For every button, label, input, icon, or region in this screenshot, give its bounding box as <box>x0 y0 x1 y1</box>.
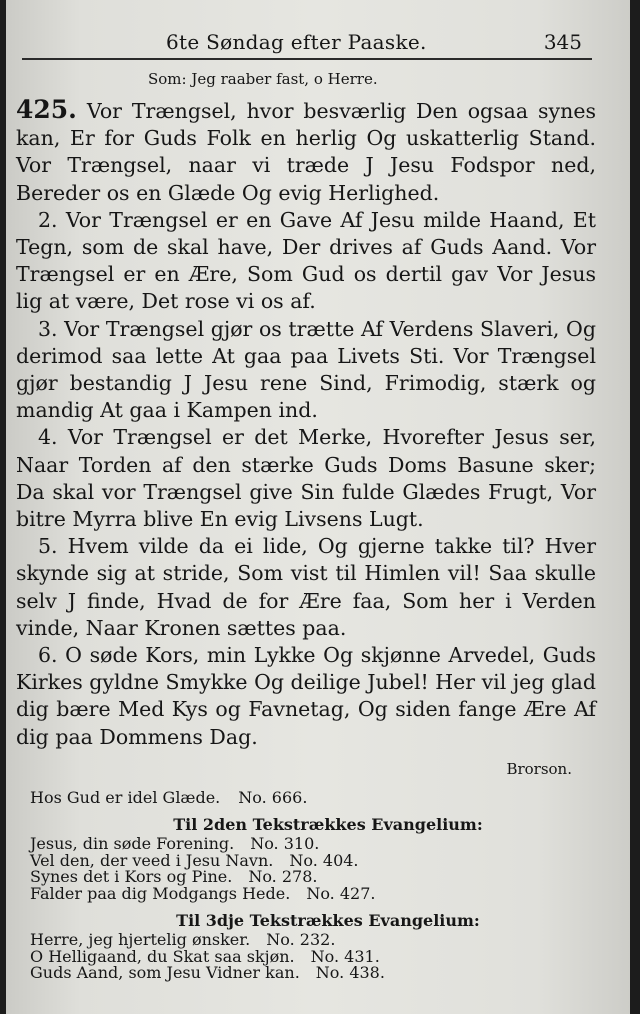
cross-reference-title: Hos Gud er idel Glæde. <box>30 788 221 807</box>
header-rule <box>22 58 592 60</box>
hymn-verse-2: 2. Vor Trængsel er en Gave Af Jesu milde Haand, Et Tegn, som de skal have, Der drives af Guds Aand. Vor Trængsel er en Ære, Som Gud os dertil gav Vor Jesus lig at være, Det rose vi os af. <box>16 207 596 314</box>
reference-number: No. 310. <box>250 834 320 853</box>
hymn-verse-4: 4. Vor Trængsel er det Merke, Hvorefter Jesus ser, Naar Torden af den stærke Guds Doms Basune sker; Da skal vor Trængsel give Sin fulde Glædes Frugt, Vor bitre Myrra blive En evig Livsens Lugt. <box>16 425 596 532</box>
section-heading: Til 2den Tekstrækkes Evangelium: <box>173 815 483 834</box>
reference-title: Synes det i Kors og Pine. <box>30 867 233 886</box>
reference-title: Herre, jeg hjertelig ønsker. <box>30 930 251 949</box>
hymn-author: Brorson. <box>506 760 572 778</box>
reference-title: Guds Aand, som Jesu Vidner kan. <box>30 963 300 982</box>
hymn-text <box>16 96 596 751</box>
hymn-number: 425. <box>16 95 77 124</box>
melody-note: Som: Jeg raaber fast, o Herre. <box>148 70 378 88</box>
reference-title: Vel den, der veed i Jesu Navn. <box>30 850 274 870</box>
page-number: 345 <box>543 30 582 54</box>
verse-text: Vor Trængsel, hvor besværlig Den ogsaa synes kan, Er for Guds Folk en herlig Og uskatterlig Stand. Vor Trængsel, naar vi træde J Jesu Fodspor ned, Bereder os en Glæde Og evig Herlighed. <box>16 99 596 205</box>
reference-title: O Helligaand, du Skat saa skjøn. <box>30 946 295 966</box>
reference-number: No. 438. <box>315 963 385 982</box>
running-title: 6te Søndag efter Paaske. <box>166 30 427 54</box>
cross-reference <box>30 788 307 807</box>
reference-title: Jesus, din søde Forening. <box>30 834 235 853</box>
running-head <box>6 30 630 60</box>
list-item <box>30 883 600 903</box>
reference-number: No. 427. <box>306 883 376 903</box>
reference-number: No. 278. <box>248 867 318 886</box>
cross-reference-number: No. 666. <box>238 788 308 807</box>
reference-number: No. 431. <box>310 946 380 966</box>
reference-title: Falder paa dig Modgangs Hede. <box>30 883 291 903</box>
hymn-verse-6: 6. O søde Kors, min Lykke Og skjønne Arvedel, Guds Kirkes gyldne Smykke Og deilige Jubel! Her vil jeg glad dig bære Med Kys og Favnetag, Og siden fange Ære Af dig paa Dommens Dag. <box>16 643 596 749</box>
hymn-reference-list <box>30 932 600 982</box>
list-item <box>30 965 600 982</box>
hymn-verse-1 <box>16 96 596 207</box>
hymn-verse-3: 3. Vor Trængsel gjør os trætte Af Verdens Slaveri, Og derimod saa lette At gaa paa Livets Sti. Vor Trængsel gjør bestandig J Jesu rene Sind, Frimodig, stærk og mandig At gaa i Kampen ind. <box>16 316 596 423</box>
reference-number: No. 232. <box>266 930 336 949</box>
gospel-section-2 <box>30 814 600 902</box>
reference-number: No. 404. <box>289 850 359 870</box>
book-page <box>6 0 630 1014</box>
hymn-verse-5: 5. Hvem vilde da ei lide, Og gjerne takke til? Hver skynde sig at stride, Som vist til Himlen vil! Saa skulle selv J finde, Hvad de for Ære faa, Som her i Verden vinde, Naar Kronen sættes paa. <box>16 534 596 640</box>
hymn-reference-list <box>30 836 600 902</box>
gospel-section-3 <box>30 910 600 982</box>
section-heading: Til 3dje Tekstrækkes Evangelium: <box>176 911 480 930</box>
